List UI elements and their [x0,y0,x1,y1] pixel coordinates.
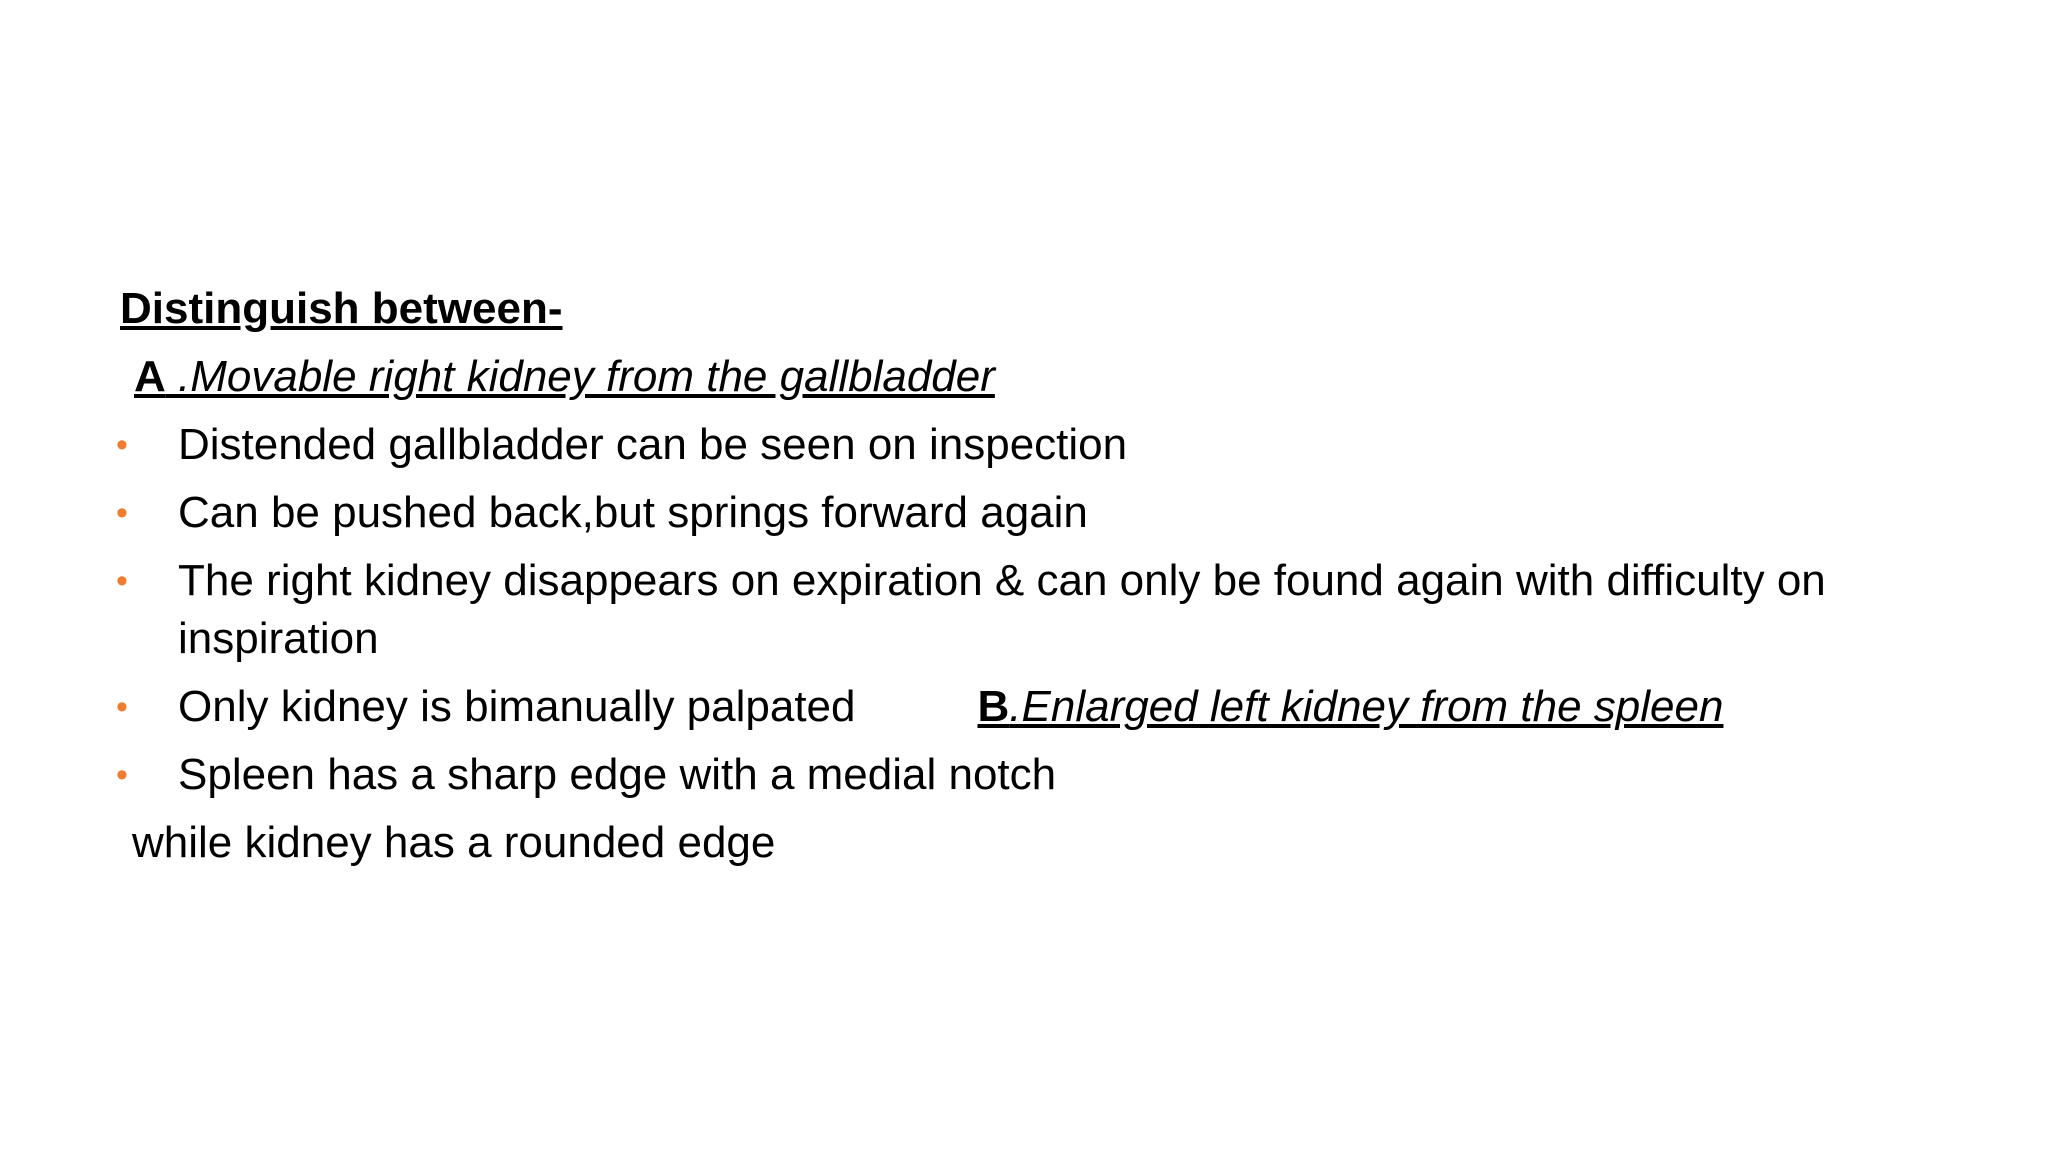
bullet-text: Spleen has a sharp edge with a medial notch [178,750,1057,799]
section-b-topic: .Enlarged left kidney from the spleen [1009,682,1724,731]
continuation-text: while kidney has a rounded edge [132,818,776,867]
bullet-text: Can be pushed back,but springs forward again [178,488,1088,537]
bullet-text: Only kidney is bimanually palpated [178,682,856,731]
bullet-text: The right kidney disappears on expiration & can only be found again with difficulty on inspiration [178,556,1826,663]
bullet-item [116,416,1960,474]
section-b-letter: B [977,682,1010,731]
bullet-item [116,484,1960,542]
section-a-letter: A [134,352,166,401]
bullet-item [116,678,1960,736]
slide-content [116,280,1960,872]
slide-heading: Distinguish between- [120,284,563,333]
bullet-icon: • [116,562,128,600]
bullet-icon: • [116,494,128,532]
bullet-icon: • [116,688,128,726]
section-a-title [120,348,1960,416]
bullet-icon: • [116,426,128,464]
section-b-title [978,682,1724,731]
bullet-item [116,746,1960,804]
section-a-topic: .Movable right kidney from the gallbladder [165,352,995,401]
bullet-text: Distended gallbladder can be seen on inspection [178,420,1128,469]
bullet-item [116,552,1960,668]
bullet-icon: • [116,756,128,794]
